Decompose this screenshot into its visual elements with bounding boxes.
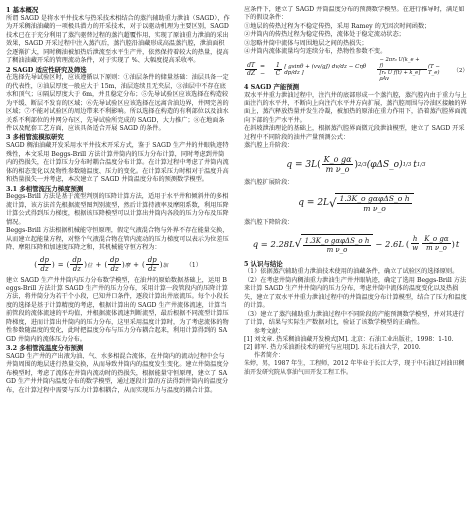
eq1-t1-den: dz [72,265,81,274]
eq5-t-num: h [412,235,418,244]
eq5-num: 1.3K_o gαφΔS_o h [304,236,370,245]
assumption-2: ②井筒内的传热过程为稳定传热，流体处于稳定流动状态； [244,31,405,39]
references-title: 参考文献： [254,327,285,335]
assumption-1: ①地层的传热过程为不稳定传热，采用 Ramey 的无因次时间函数； [244,22,431,30]
eq3-lhs: q = 3L [286,159,318,170]
equation-5: q = 2.28L √ $\frac{\text{1.3K\_o gαφΔS\_o h}}{\text{m ν\_o}}$ − 2.6L ( $\frac{h}{w}$ $\frac{\text{K\_o gα}}{\text{m ν\_o}}$ ) t [252,235,460,254]
eq3-paren: ( [317,159,321,170]
eq2-lhs-num: dT [247,62,255,70]
eq3-mid: (φΔS_o) [366,159,403,170]
section-heading-5: 5 认识与结论 [244,259,283,268]
eq3-den: m ν_o [325,165,350,175]
eq3-pow1: 2/3 [358,161,367,168]
equation-3: q = 3L ( $\frac{\text{K\_o gα}}{\text{m ν\_o}}$ ) 2/3 (φΔS_o) 1/3 t 1/3 [286,155,426,175]
eq5-t2-num: K_o gα [424,235,449,244]
author-title: 作者简介： [254,352,285,360]
eq1-t2-den: dz [110,265,119,274]
paragraph: 在选择先导试验区时，应该遵循以下原则：①油层条件的储量基础：油层具备一定的代表性，②油层厚度一般应大于 15m，油层连续且无夹层，③油层中不存在底水和顶气；④隔层厚度大于 6m，并且稳定分布；⑤先导试验区应该选择在构造较为平缓、断层不发育的区域；⑥先导试验区应该选择在远离含油边界，井网完善的区域；⑦不能对试验区的周边带来不利影响。所以选择在构造的有利部位以及油水关系不利部位的井网分布区，先导试验所完成的 SAGD，大力推广；⑧在地面条件以及配套工艺方面，应该具备适合开展 SAGD 的条件。 [6,74,229,133]
eq3-tail: t [413,159,417,170]
left-column [6,6,230,511]
paragraph: 建立 SAGD 生产井井筒内压力分布数学模型，在油井的原始数据基础上，运用 Beggs-Brill 方法计算 SAGD 生产井的压力分布，采用计算一段管段内的压降计算方法，将井筒分为若干个小段，已知井口条件，逐段计算出井底流压。每个小段长度的选择是基于计算精度的考虑，根据计算出的 SAGD 生产井流体流速，计算当前管段的流体流速的平均值，并根据流体流速判断流型，最后根据不同流型计算压降梯度，进而计算出井筒内的压力分布，这里采用温度计算时，为了考虑流体的物性参数随温度的变化，此时把温度分布与压力分布耦合起来，利用计算得到的 SAGD 井筒内的流体压力分布。 [6,276,229,343]
assumption-3: ③忽略井筒中流体与周围地层之间的热损失； [244,39,368,47]
eq3-pow3: 1/3 [416,161,426,168]
conclusion-3: （3）建立了蒸汽辅助重力泄油过程中不同阶段的产能预测数学模型，并对其进行了计算，结果与实际生产数据对比，验证了该数学模型的正确性。 [244,310,465,327]
eq2-rhs-den: [r₀ U f(t) + k_e] ρAv [379,70,421,83]
eq5-tail2: t [455,238,460,249]
eq1-t3-sub: 加 [162,262,168,269]
paragraph: SAGD 稠油油藏开发采用水平井技术开采方式，鉴于 SAGD 生产井的井眼轨迹特殊性，本文采用 Beggs-Brill 方法计算井筒内的压力分布计算，同时考虑到井筒内的热损失，在计算压力分布时耦合温度分布计算。在计算过程中考虑了井筒内流体的相态变化以及物性参数随温度、压力的变化。在计算采压力时相对于温度升高和热量损失一并考虑，本次建立了 SAGD 井筒温度分布的预测数学模型。 [6,142,229,184]
equation-number: （1） [185,262,202,270]
paragraph: 应条件下，建立了 SAGD 井筒温度分布的预测数学模型。在进行推导时，满足如下的假设条件： [244,6,465,22]
paragraph: 所谓 SAGD 是将水平井技术与热采技术相结合的蒸汽辅助重力泄油（SAGD），作为开采稠油油藏的一项极具潜力的开采技术，对于以驱动机理为主要区别，SAGD 技术已在于充分利用了蒸汽驱替过程的蒸汽超覆作用，实现了原油重力泄油的采出效果，SAGD 开采过程中注入蒸汽后，蒸汽腔沿油藏形成高温蒸汽腔，泄油面积会逐渐扩大，同时稠油被加热后泄流至水平生产井，依然保持着较大的热量，提高了稠油油藏开采的管理流动条件，对于实现了 %、大幅度提高采收率。 [6,14,230,65]
eq5-tail: − 2.6L [375,238,404,249]
paragraph: 双水平井重力泄油过程中，注汽井的底部形成一个蒸汽腔，蒸汽腔内由于重力与上面注汽的水平井，不断向上向注汽水平井方向扩展，蒸汽腔周围与冷油区接触的界面上，蒸汽释放热量并发生冷凝，被加热的原油在重力作用下，沿着蒸汽腔界面流向下部的生产水平井。 [244,91,467,124]
eq4-den: m ν_o [363,204,386,214]
eq2-coef-num: 1 [275,62,280,70]
eq5-t2-den: m ν_o [425,244,447,253]
eq1-lhs-den: dz [40,265,49,274]
section-heading-4: 4 SAGD 产能预测 [244,82,300,91]
equation-number: （2） [453,67,468,74]
assumption-4: ④井筒内流体流量均匀连续分布，热物性参数不变。 [244,48,387,56]
eq2-coef-den: C [275,70,281,78]
conclusion-1: （1）依据蒸汽辅助重力泄油技术使用的油藏条件，确立了试验区的选择原则。 [244,268,459,276]
eq4-lhs: q = 2L [298,198,330,209]
eq5-lhs: q = 2.28L [252,238,295,249]
paragraph: 在斜坡泄油理论的基础上，根据蒸汽腔界面微元段泄油模型，建立了 SAGD 开采过程中不同阶段的油井产量预测公式： [244,125,465,141]
subsection-heading-3-2: 3.2 多相管流温度分布预测 [6,344,84,353]
eq1-lhs-num: dp [40,256,49,265]
eq1-t1-num: dp [72,256,82,265]
eq5-t-den: w [412,244,419,253]
stage-label-rise: 蒸汽腔上升阶段： [244,142,294,150]
paragraph: Beggs-Brill 方法根据机械能守恒原理，假定气液混合物与外界不存在能量交换，从而建立起能量方程，对整个气液混合物在管内流动的压力梯度可以表示为位差压降、摩阻压降和加速度压降之和，其机械能守恒方程为： [6,227,229,252]
paragraph: SAGD 生产井的产出液为油、气、水多相混合流体，在井筒内的流动过程中会与井筒周围的地层进行热量交换，从而导致井筒内的温度发生变化。建立井筒温度分布模型时，考虑了流体在井筒内流动时的热损失，根据能量守恒原理，建立了 SAGD 生产井井筒内温度分布的数学模型，通过逐段计算的方法得到井筒内的温度分布，在计算过程中需要与压力计算相耦合，从而实现压力与温度的耦合计算。 [6,352,229,394]
subsection-heading-3-1: 3.1 多相管流压力梯度预测 [6,184,84,193]
section-heading-2: 2 SAGD 适应性研究及筛选 [6,65,87,74]
eq2-tail: (T − T_e) [427,63,440,76]
eq2-op: = − [260,62,266,77]
equation-4: q = 2L √ $\frac{\text{1.3K\_o gαφΔS\_o h}}{\text{m ν\_o}}$ [244,188,468,218]
paragraph: Beggs-Brill 方法是基于流型判别的压降计算方法，适用于水平井和倾斜井的多相流计算，该方法首先根据流型图判别流型，然后计算持液率及摩阻系数，利用压降计算公式得到压力梯度，根据该压降模型可以计算出井筒内各段的压力分布及压降情况。 [6,193,229,226]
eq1-t3-den: dz [148,265,157,274]
eq1-t2-sub: 摩 [124,262,131,269]
eq4-num: 1.3K_o gαφΔS_o h [339,194,410,204]
equation-2 [244,58,468,82]
equation-1: ( $\frac{dp}{dz}$ ) = ( $\frac{dp}{dz}$ ) 位 + ( $\frac{dp}{dz}$ ) 摩 + ( $\frac{dp}{dz}$ ) 加 （1） [34,256,202,274]
section-heading-3: 3 多相管流模拟研究 [6,133,64,142]
eq1-t2-num: dp [110,256,120,265]
section-heading-1: 1 基本概况 [6,6,39,14]
conclusion-2: （2）在考虑井筒内稠油重力泄油生产井井眼轨迹，确定了选用 Beggs-Brill 方法来计算 SAGD 生产井井筒内的压力分布，考虑井筒中流体的温度变化以及热损失，建立了双水平井重力泄油过程中的井筒温度分布计算模型，结合了压力和温度的计算。 [244,276,467,310]
eq2-lhs-den: dZ [247,70,256,78]
eq1-t1-sub: 位 [87,262,93,269]
stage-label-expand: 蒸汽腔扩展阶段： [244,178,294,186]
eq3-num: K_o gα [323,155,352,165]
right-column [244,6,468,511]
eq5-den: m ν_o [326,245,348,254]
eq2-rhs-num: − 2πr₀ U(k_e + f) [377,57,426,70]
reference-1: [1] 刘文章. 热采稠油油藏开发模式[M]. 北京：石油工业出版社，1998：1-10. [244,335,454,343]
stage-label-descend: 蒸汽腔下降阶段： [244,219,294,227]
author-bio: 朱婷，男，1987 年生，工程师，2012 年毕业于长江大学，现于中石油辽河油田稠油开发研究院从事油气田开发工程工作。 [244,360,465,376]
eq1-t3-num: dp [147,256,157,265]
eq3-pow2: 1/3 [402,161,412,168]
eq2-body: [ gsinθ + (vv/gJ) dv/dz − Cηθ dp/dz ] [284,63,367,76]
reference-2: [2] 韩军. 热力采油新技术的研究与应用[D]. 东北石油大学，2010. [244,343,421,351]
